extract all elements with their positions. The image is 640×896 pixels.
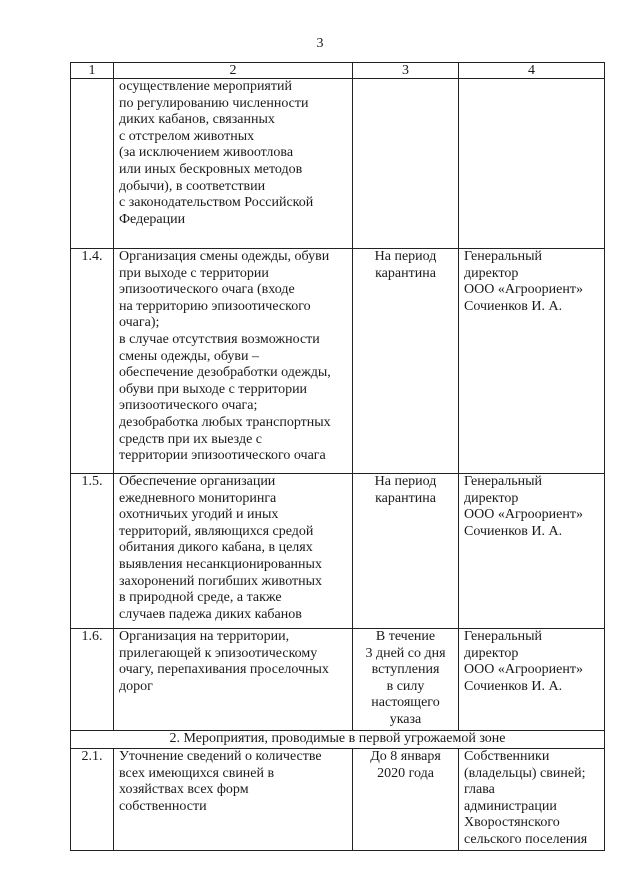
header-col-1: 1 (71, 63, 114, 79)
header-row (71, 63, 605, 79)
header-col-3: 3 (353, 63, 459, 79)
page-number: 3 (316, 36, 324, 51)
period-cell: До 8 января 2020 года (353, 749, 459, 851)
header-col-4: 4 (459, 63, 605, 79)
row-number: 1.5. (71, 474, 114, 629)
table-row (71, 79, 605, 249)
row-number: 1.4. (71, 249, 114, 474)
measure-cell: Обеспечение организации ежедневного мониторинга охотничьих угодий и иных территорий, являющихся средой обитания дикого кабана, в целях выявления несанкционированных захоронений погибших животных в природной среде, а также случаев падежа диких кабанов (114, 474, 353, 629)
responsible-cell: Генеральный директор ООО «Агроориент» Сочиенков И. А. (459, 629, 605, 731)
responsible-cell: Собственники (владельцы) свиней; глава администрации Хворостянского сельского поселения (459, 749, 605, 851)
table-row (71, 249, 605, 474)
measure-cell: Организация на территории, прилегающей к эпизоотическому очагу, перепахивания проселочных дорог (114, 629, 353, 731)
table-row (71, 474, 605, 629)
row-number: 1.6. (71, 629, 114, 731)
section-heading: 2. Мероприятия, проводимые в первой угрожаемой зоне (71, 731, 605, 749)
table-row (71, 629, 605, 731)
measure-cell: Уточнение сведений о количестве всех имеющихся свиней в хозяйствах всех форм собственности (114, 749, 353, 851)
header-col-2: 2 (114, 63, 353, 79)
section-heading-row (71, 731, 605, 749)
period-cell: На период карантина (353, 474, 459, 629)
measure-cell: осуществление мероприятий по регулированию численности диких кабанов, связанных с отстрелом животных (за исключением живоотлова или иных бескровных методов добычи), в соответствии с законодательством Российской Федерации (114, 79, 353, 249)
measure-cell: Организация смены одежды, обуви при выходе с территории эпизоотического очага (входе на территорию эпизоотического очага); в случае отсутствия возможности смены одежды, обуви – обеспечение дезобработки одежды, обуви при выходе с территории эпизоотического очага; дезобработка любых транспортных средств при их выезде с территории эпизоотического очага (114, 249, 353, 474)
period-cell: В течение 3 дней со дня вступления в силу настоящего указа (353, 629, 459, 731)
responsible-cell (459, 79, 605, 249)
measures-table (70, 62, 605, 851)
responsible-cell: Генеральный директор ООО «Агроориент» Сочиенков И. А. (459, 249, 605, 474)
period-cell: На период карантина (353, 249, 459, 474)
responsible-cell: Генеральный директор ООО «Агроориент» Сочиенков И. А. (459, 474, 605, 629)
row-number (71, 79, 114, 249)
table-row (71, 749, 605, 851)
row-number: 2.1. (71, 749, 114, 851)
period-cell (353, 79, 459, 249)
